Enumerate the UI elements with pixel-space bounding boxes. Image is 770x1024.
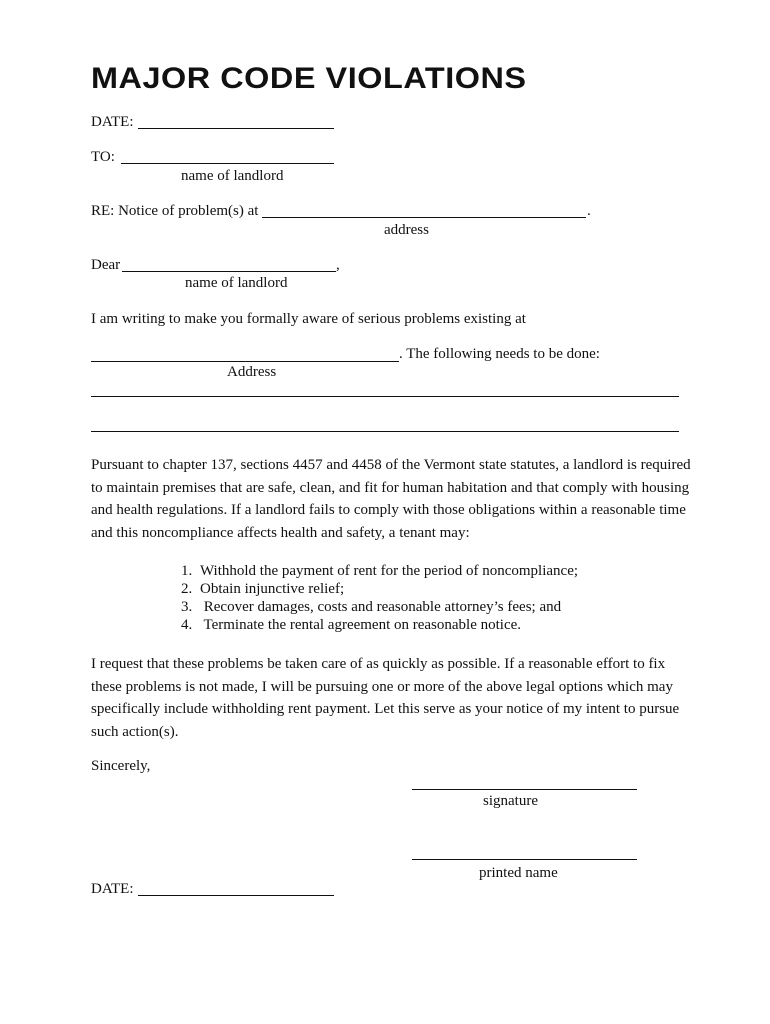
list-item xyxy=(181,616,578,634)
list-item-text: Terminate the rental agreement on reasonable notice. xyxy=(200,617,522,633)
remedies-list xyxy=(181,562,578,634)
re-period: . xyxy=(587,203,591,219)
closing: Sincerely, xyxy=(91,758,151,774)
re-caption: address xyxy=(384,222,429,238)
date-label: DATE: xyxy=(91,114,134,130)
page-title: MAJOR CODE VIOLATIONS xyxy=(91,62,527,95)
dear-comma: , xyxy=(336,257,340,273)
date-bottom-field-line[interactable] xyxy=(138,895,334,896)
list-item-number: 2. xyxy=(181,581,193,597)
list-item-number: 4. xyxy=(181,617,193,633)
dear-caption: name of landlord xyxy=(185,275,288,291)
signature-field-line[interactable] xyxy=(412,789,637,790)
date-field-line[interactable] xyxy=(138,128,334,129)
printed-name-field-line[interactable] xyxy=(412,859,637,860)
address-caption: Address xyxy=(227,364,277,380)
list-item-text: Recover damages, costs and reasonable attorney’s fees; and xyxy=(200,599,562,615)
dear-name-field-line[interactable] xyxy=(122,271,336,272)
statute-paragraph: Pursuant to chapter 137, sections 4457 and 4458 of the Vermont state statutes, a landlord is required to maintain premises that are safe, clean, and fit for human habitation and that comply with housing and health regulations. If a landlord fails to comply with those obligations within a reasonable time and this noncompliance affects health and safety, a tenant may: xyxy=(91,457,691,541)
list-item xyxy=(181,562,578,580)
list-item-number: 1. xyxy=(181,563,193,579)
request-paragraph: I request that these problems be taken care of as quickly as possible. If a reasonable effort to fix these problems is not made, I will be pursuing one or more of the above legal options which may specifically include withholding rent payment. Let this serve as your notice of my intent to pursue such action(s). xyxy=(91,656,680,740)
needs-field-line-1[interactable] xyxy=(91,396,679,397)
printed-name-caption: printed name xyxy=(479,865,558,881)
following-text: . The following needs to be done: xyxy=(399,346,600,362)
to-caption: name of landlord xyxy=(181,168,284,184)
landlord-name-field-line[interactable] xyxy=(121,163,334,164)
problem-address-field-line[interactable] xyxy=(262,217,586,218)
to-label: TO: xyxy=(91,149,115,165)
dear-label: Dear xyxy=(91,257,121,273)
list-item xyxy=(181,598,578,616)
date-label-bottom: DATE: xyxy=(91,881,134,897)
re-label: RE: Notice of problem(s) at xyxy=(91,203,259,219)
existing-address-field-line[interactable] xyxy=(91,361,399,362)
intro-text: I am writing to make you formally aware of serious problems existing at xyxy=(91,311,526,327)
list-item xyxy=(181,580,578,598)
signature-caption: signature xyxy=(483,793,538,809)
list-item-text: Obtain injunctive relief; xyxy=(200,581,345,597)
needs-field-line-2[interactable] xyxy=(91,431,679,432)
list-item-number: 3. xyxy=(181,599,193,615)
list-item-text: Withhold the payment of rent for the period of noncompliance; xyxy=(200,563,579,579)
